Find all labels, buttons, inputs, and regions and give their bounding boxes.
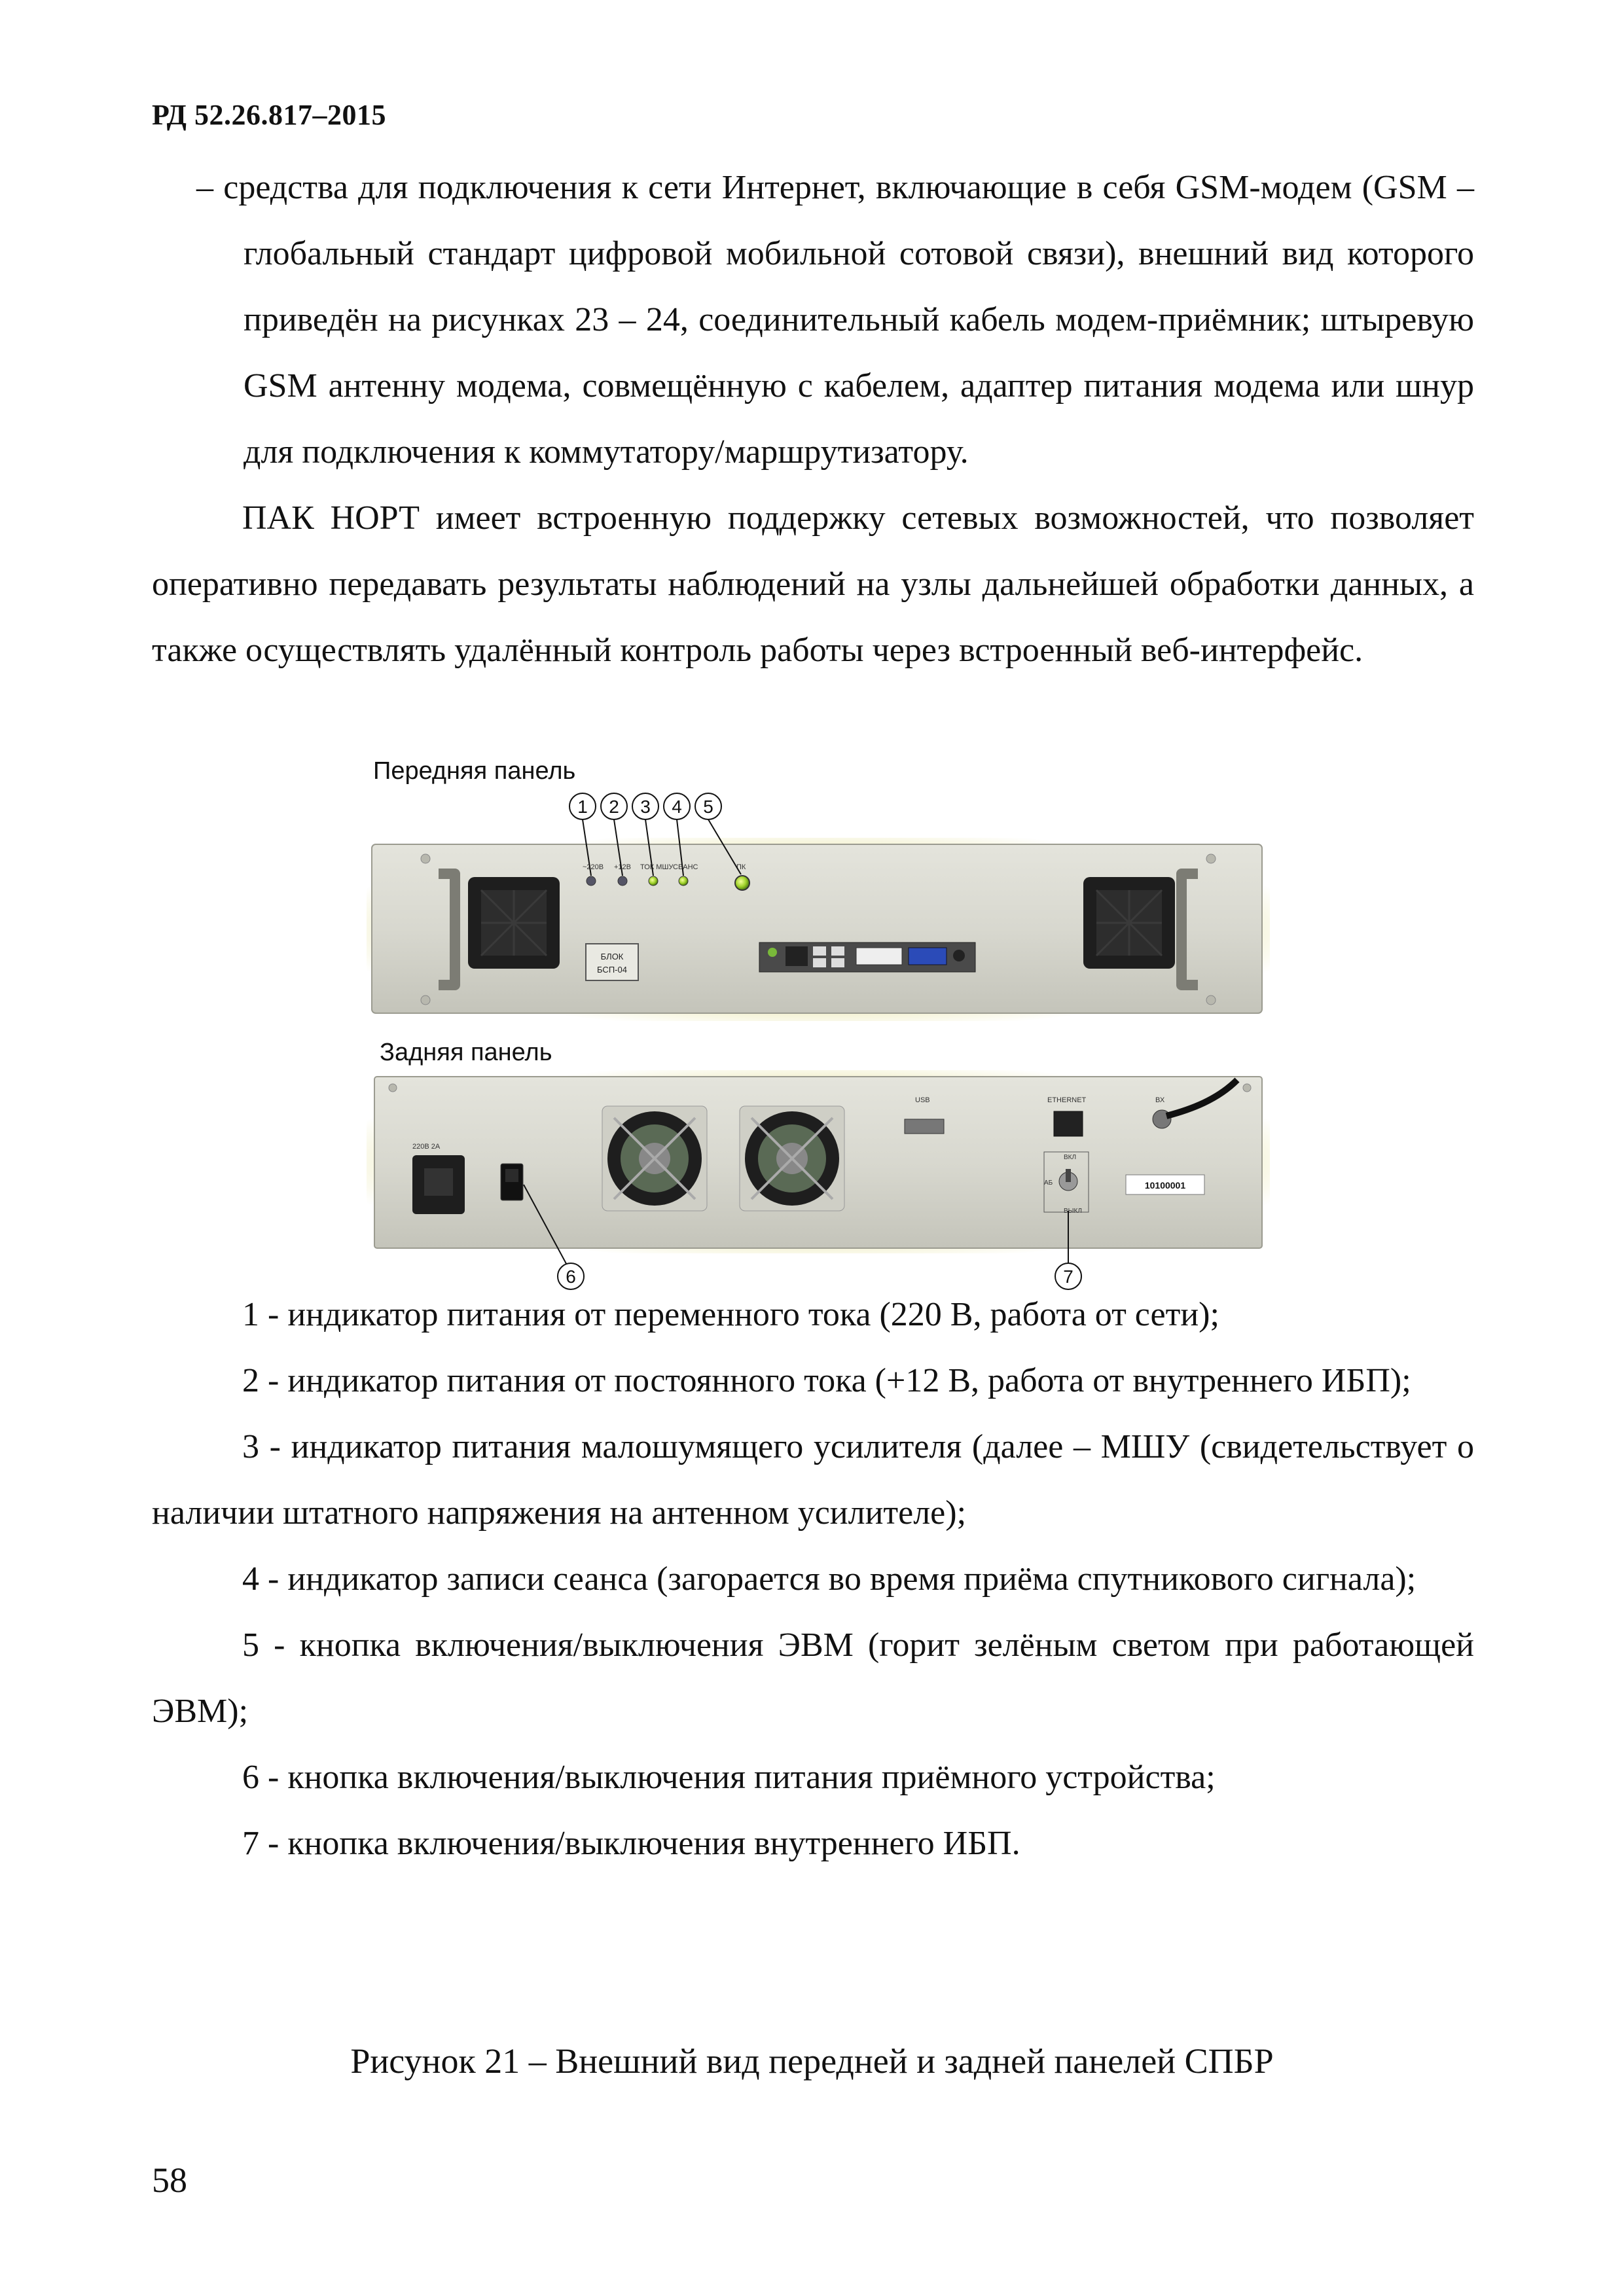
callout-2: 2 xyxy=(609,797,619,817)
legend-item-4: 4 - индикатор записи сеанса (загорается во время приёма спутникового сигнала); xyxy=(242,1560,1416,1598)
power-socket-inner xyxy=(424,1168,453,1196)
panels-illustration xyxy=(367,753,1270,1296)
led-220v xyxy=(586,876,596,886)
front-screw-br xyxy=(1206,996,1216,1005)
receiver-power-switch-rocker xyxy=(505,1169,518,1182)
led-label-session: СЕАНС xyxy=(673,863,698,871)
ups-label-ab: АБ xyxy=(1044,1179,1053,1187)
figure-caption: Рисунок 21 – Внешний вид передней и задней панелей СПБР xyxy=(350,2041,1274,2081)
legend-item-5: 5 - кнопка включения/выключения ЭВМ (горит зелёным светом при работающей ЭВМ); xyxy=(152,1626,1474,1730)
legend-item-2: 2 - индикатор питания от постоянного тока (+12 В, работа от внутреннего ИБП); xyxy=(242,1362,1411,1399)
legend-item-1: 1 - индикатор питания от переменного тока (220 В, работа от сети); xyxy=(242,1296,1219,1333)
front-plate-line1: БЛОК xyxy=(600,952,624,961)
led-session xyxy=(679,876,688,886)
legend-item-6: 6 - кнопка включения/выключения питания приёмного устройства; xyxy=(242,1759,1216,1796)
led-label-12: +12В xyxy=(614,863,631,871)
figure-legend xyxy=(152,1282,1474,1876)
callout-3: 3 xyxy=(640,797,651,817)
rear-fan-right xyxy=(740,1106,844,1211)
legend-item-7: 7 - кнопка включения/выключения внутреннего ИБП. xyxy=(242,1825,1020,1862)
front-io-ports xyxy=(759,942,975,972)
led-12v xyxy=(618,876,627,886)
led-label-lna: ТОК МШУ xyxy=(640,863,674,871)
callout-6: 6 xyxy=(566,1266,576,1287)
ups-toggle-lever xyxy=(1066,1169,1071,1182)
pc-power-button[interactable] xyxy=(735,876,749,890)
front-fan-left xyxy=(468,877,560,969)
front-fan-right xyxy=(1083,877,1175,969)
ups-label-vykl: ВЫКЛ xyxy=(1064,1208,1082,1215)
rear-power-label: 220В 2А xyxy=(412,1143,441,1151)
rear-usb-label: USB xyxy=(915,1096,930,1104)
serial-number: 10100001 xyxy=(1144,1180,1186,1191)
led-lna xyxy=(649,876,658,886)
rear-rf-label: ВХ xyxy=(1155,1096,1165,1104)
callout-7: 7 xyxy=(1063,1266,1074,1287)
body-text xyxy=(152,154,1474,683)
page-number: 58 xyxy=(152,2161,187,2200)
front-screw-tl xyxy=(421,854,430,863)
front-screw-tr xyxy=(1206,854,1216,863)
legend-item-3: 3 - индикатор питания малошумящего усилителя (далее – МШУ (свидетельствует о наличии штатного напряжения на антенном усилителе); xyxy=(152,1428,1474,1532)
led-label-pc: ПК xyxy=(736,863,746,871)
callout-4: 4 xyxy=(672,797,682,817)
list-item-internet-means: – средства для подключения к сети Интернет, включающие в себя GSM-модем (GSM – глобальный стандарт цифровой мобильной сотовой связи), внешний вид которого приведён на рисунках 23 – 24, соединительный кабель модем-приёмник; штыревую GSM антенну модема, совмещённую с кабелем, адаптер питания модема или шнур для подключения к коммутатору/маршрутизатору. xyxy=(196,169,1474,471)
front-screw-bl xyxy=(421,996,430,1005)
rear-ethernet-label: ETHERNET xyxy=(1047,1096,1087,1104)
ethernet-port xyxy=(1054,1111,1083,1136)
usb-port xyxy=(905,1119,944,1134)
led-label-220: ~220В xyxy=(583,863,604,871)
front-name-plate xyxy=(586,944,638,980)
paragraph-network: ПАК НОРТ имеет встроенную поддержку сетевых возможностей, что позволяет оперативно передавать результаты наблюдений на узлы дальнейшей обработки данных, а также осуществлять удалённый контроль работы через встроенный веб-интерфейс. xyxy=(152,499,1474,669)
rear-screw-tl xyxy=(389,1084,397,1092)
ups-label-vkl: ВКЛ xyxy=(1064,1154,1077,1161)
document-code: РД 52.26.817–2015 xyxy=(152,99,386,131)
callout-1: 1 xyxy=(577,797,588,817)
rear-fan-left xyxy=(602,1106,707,1211)
front-plate-line2: БСП-04 xyxy=(597,965,627,975)
figure-panels xyxy=(367,753,1270,1296)
rear-screw-tr xyxy=(1243,1084,1251,1092)
rear-panel-title: Задняя панель xyxy=(380,1039,552,1066)
front-panel-title: Передняя панель xyxy=(373,757,576,785)
callout-5: 5 xyxy=(703,797,713,817)
